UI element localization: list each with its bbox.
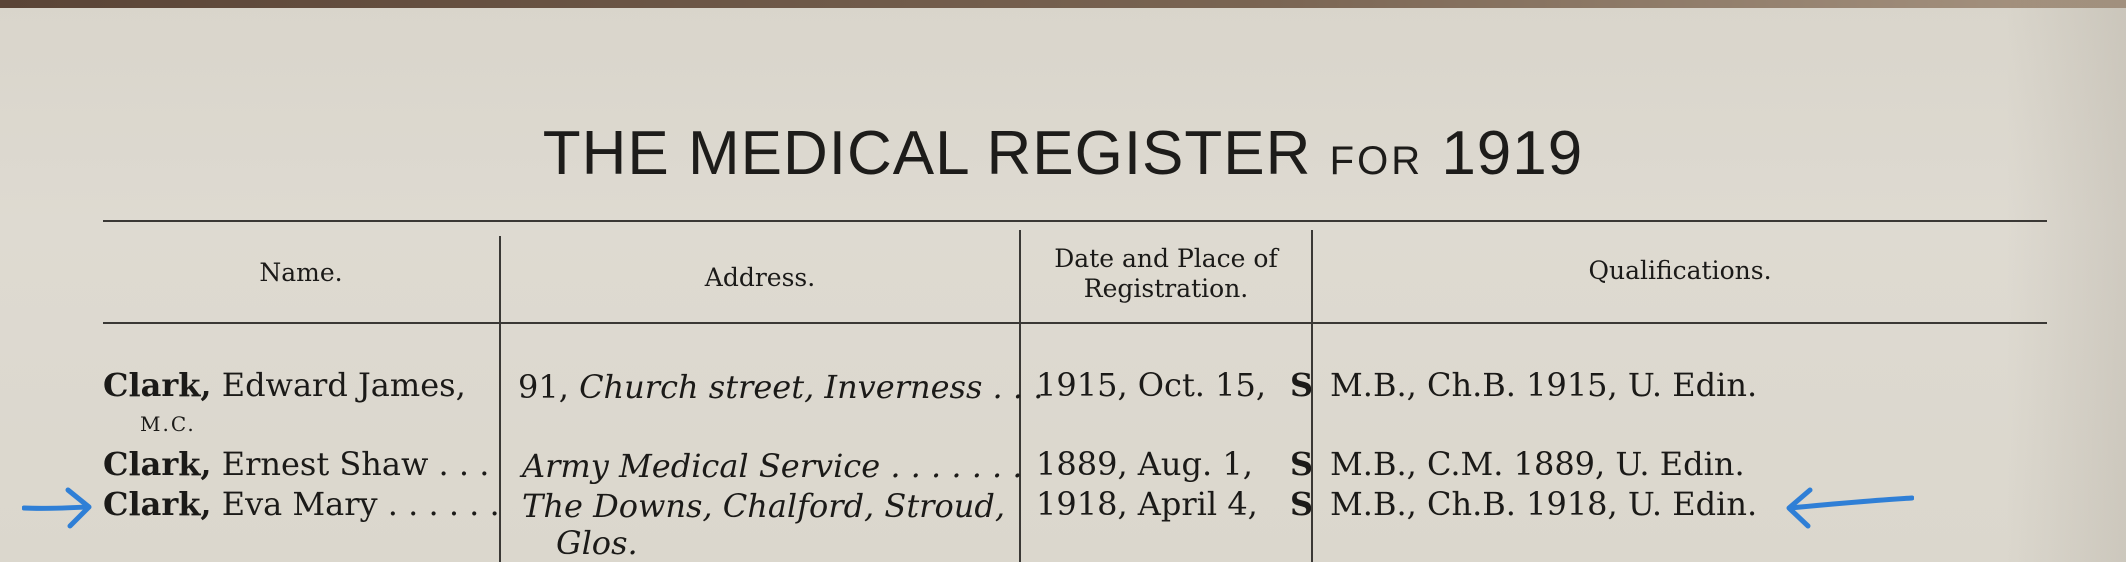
title-main: THE MEDICAL REGISTER xyxy=(542,119,1312,188)
title-year: 1919 xyxy=(1441,119,1584,188)
header-registration-line1: Date and Place of xyxy=(1054,244,1278,273)
table-row-address: The Downs, Chalford, Stroud, xyxy=(522,487,1005,525)
header-registration xyxy=(1021,244,1311,304)
arrow-left-icon xyxy=(1782,486,1914,530)
table-row-address-line2: Glos. xyxy=(556,524,638,562)
table-row-name xyxy=(103,366,466,404)
surname: Clark, xyxy=(103,366,212,404)
table-row-address xyxy=(518,368,1043,406)
arrow-right-icon xyxy=(22,486,94,530)
table-row-name xyxy=(103,445,489,483)
given-names: Ernest Shaw . . . xyxy=(221,445,490,483)
header-bottom-rule xyxy=(103,322,2047,324)
qualifications: M.B., C.M. 1889, U. Edin. xyxy=(1330,445,1745,483)
registration-place: S xyxy=(1290,485,1314,523)
given-names: Eva Mary . . . . . . xyxy=(221,485,500,523)
header-address: Address. xyxy=(704,263,816,292)
address-text: Church street, Inverness . . . xyxy=(579,368,1044,406)
registration-place: S xyxy=(1290,366,1314,404)
table-top-rule xyxy=(103,220,2047,222)
qualifications: M.B., Ch.B. 1915, U. Edin. xyxy=(1330,366,1758,404)
table-row-name xyxy=(103,485,500,523)
honours: M.C. xyxy=(140,412,196,436)
given-names: Edward James, xyxy=(221,366,466,404)
header-qualifications: Qualifications. xyxy=(1588,256,1772,285)
registration-place: S xyxy=(1290,445,1314,483)
title-for: FOR xyxy=(1329,139,1424,183)
address-number: 91, xyxy=(518,368,569,406)
table-row-address: Army Medical Service . . . . . . . xyxy=(522,447,1023,485)
page-title xyxy=(0,118,2126,189)
registration-date: 1915, Oct. 15, xyxy=(1036,366,1267,404)
surname: Clark, xyxy=(103,485,212,523)
surname: Clark, xyxy=(103,445,212,483)
header-registration-line2: Registration. xyxy=(1083,274,1249,303)
registration-date: 1918, April 4, xyxy=(1036,485,1258,523)
header-name: Name. xyxy=(259,258,343,287)
page-top-edge xyxy=(0,0,2126,8)
registration-date: 1889, Aug. 1, xyxy=(1036,445,1253,483)
qualifications: M.B., Ch.B. 1918, U. Edin. xyxy=(1330,485,1758,523)
